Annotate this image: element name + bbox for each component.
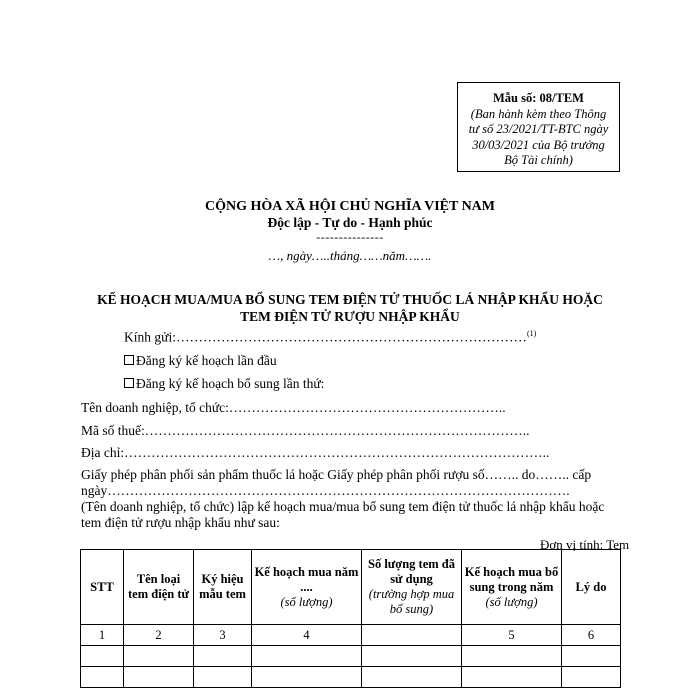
form-note-line: (Ban hành kèm theo Thông [470, 106, 607, 121]
table-cell[interactable] [562, 646, 621, 667]
license-date-field[interactable]: ngày…………………………………………………………………………………………. [81, 483, 570, 498]
table-cell[interactable] [81, 667, 124, 688]
table-header-row [81, 550, 621, 625]
form-code-box [457, 82, 620, 172]
nation-title: CỘNG HÒA XÃ HỘI CHỦ NGHĨA VIỆT NAM [204, 199, 495, 214]
header-label: Ký hiệu mẫu tem [199, 572, 246, 601]
unit-label: Đơn vị tính: Tem [540, 537, 630, 552]
first-registration-option[interactable] [124, 353, 277, 369]
header-additional-plan [462, 550, 562, 625]
table-cell[interactable] [562, 667, 621, 688]
table-number-row [81, 625, 621, 646]
table-cell: 2 [124, 625, 194, 646]
header-label: STT [90, 579, 114, 594]
address-field[interactable]: Địa chỉ:………………………………………………………………………………….. [81, 445, 550, 460]
table-cell[interactable] [252, 667, 362, 688]
header-planned-quantity [252, 550, 362, 625]
recipient-line [124, 329, 536, 346]
first-registration-label: Đăng ký kế hoạch lần đầu [136, 353, 277, 368]
table-cell: 4 [252, 625, 362, 646]
table-cell: 6 [562, 625, 621, 646]
table-cell: 3 [194, 625, 252, 646]
table-cell: 5 [462, 625, 562, 646]
intro-text: (Tên doanh nghiệp, tổ chức) lập kế hoạch mua/mua bổ sung tem điện tử thuốc lá nhập khẩu hoặc [81, 499, 605, 514]
table-cell[interactable] [252, 646, 362, 667]
license-field[interactable]: Giấy phép phân phối sản phẩm thuốc lá hoặc Giấy phép phân phối rượu số…….. do…….. cấp [81, 467, 592, 482]
recipient-field[interactable]: Kính gửi:…………………………………………………………………… [124, 329, 527, 345]
table-cell[interactable] [124, 646, 194, 667]
header-used-quantity [362, 550, 462, 625]
additional-registration-checkbox[interactable] [124, 378, 134, 388]
header-label: Lý do [575, 579, 607, 594]
header-sublabel: (trường hợp mua bổ sung) [368, 587, 455, 616]
date-line: …, ngày…..tháng……năm……. [268, 248, 432, 263]
additional-registration-option[interactable] [124, 376, 324, 392]
additional-registration-label: Đăng ký kế hoạch bổ sung lần thứ: [136, 376, 325, 391]
table-cell[interactable] [81, 646, 124, 667]
form-note-line: 30/03/2021 của Bộ trưởng [472, 137, 605, 152]
header-sublabel: (số lượng) [485, 594, 538, 609]
header-stamp-code [194, 550, 252, 625]
table-cell[interactable] [194, 646, 252, 667]
stamp-plan-table [80, 549, 621, 688]
table-cell[interactable] [362, 667, 462, 688]
header-stt [81, 550, 124, 625]
document-title-line: TEM ĐIỆN TỬ RƯỢU NHẬP KHẨU [240, 309, 460, 324]
intro-text: tem điện tử rượu nhập khẩu như sau: [81, 515, 280, 530]
table-cell: 1 [81, 625, 124, 646]
form-note-line: tư số 23/2021/TT-BTC ngày [468, 122, 609, 136]
form-note-line: Bộ Tài chính) [504, 153, 573, 167]
document-title-line: KẾ HOẠCH MUA/MUA BỔ SUNG TEM ĐIỆN TỬ THUỐC LÁ NHẬP KHẨU HOẶC [97, 292, 603, 307]
tax-code-field[interactable]: Mã số thuế:………………………………………………………………………….. [81, 423, 530, 438]
header-stamp-type [124, 550, 194, 625]
header-label: Kế hoạch mua năm .... [254, 564, 359, 594]
header-sublabel: (số lượng) [280, 594, 333, 609]
table-cell[interactable] [194, 667, 252, 688]
table-cell[interactable] [124, 667, 194, 688]
table-row [81, 667, 621, 688]
first-registration-checkbox[interactable] [124, 355, 134, 365]
header-label: Số lượng tem đã sử dụng [368, 557, 455, 586]
table-cell [362, 625, 462, 646]
header-reason [562, 550, 621, 625]
table-cell[interactable] [462, 667, 562, 688]
form-code: Mẫu số: 08/TEM [493, 91, 584, 105]
header-divider: --------------- [316, 230, 384, 244]
recipient-footnote: (1) [526, 329, 537, 338]
company-name-field[interactable]: Tên doanh nghiệp, tổ chức:…………………………………………………….. [81, 400, 506, 415]
table-cell[interactable] [362, 646, 462, 667]
header-label: Kế hoạch mua bổ sung trong năm [464, 564, 559, 594]
header-label: Tên loại tem điện tử [128, 572, 189, 601]
table-row [81, 646, 621, 667]
document-title [0, 291, 700, 325]
nation-motto: Độc lập - Tự do - Hạnh phúc [267, 215, 433, 230]
table-cell[interactable] [462, 646, 562, 667]
